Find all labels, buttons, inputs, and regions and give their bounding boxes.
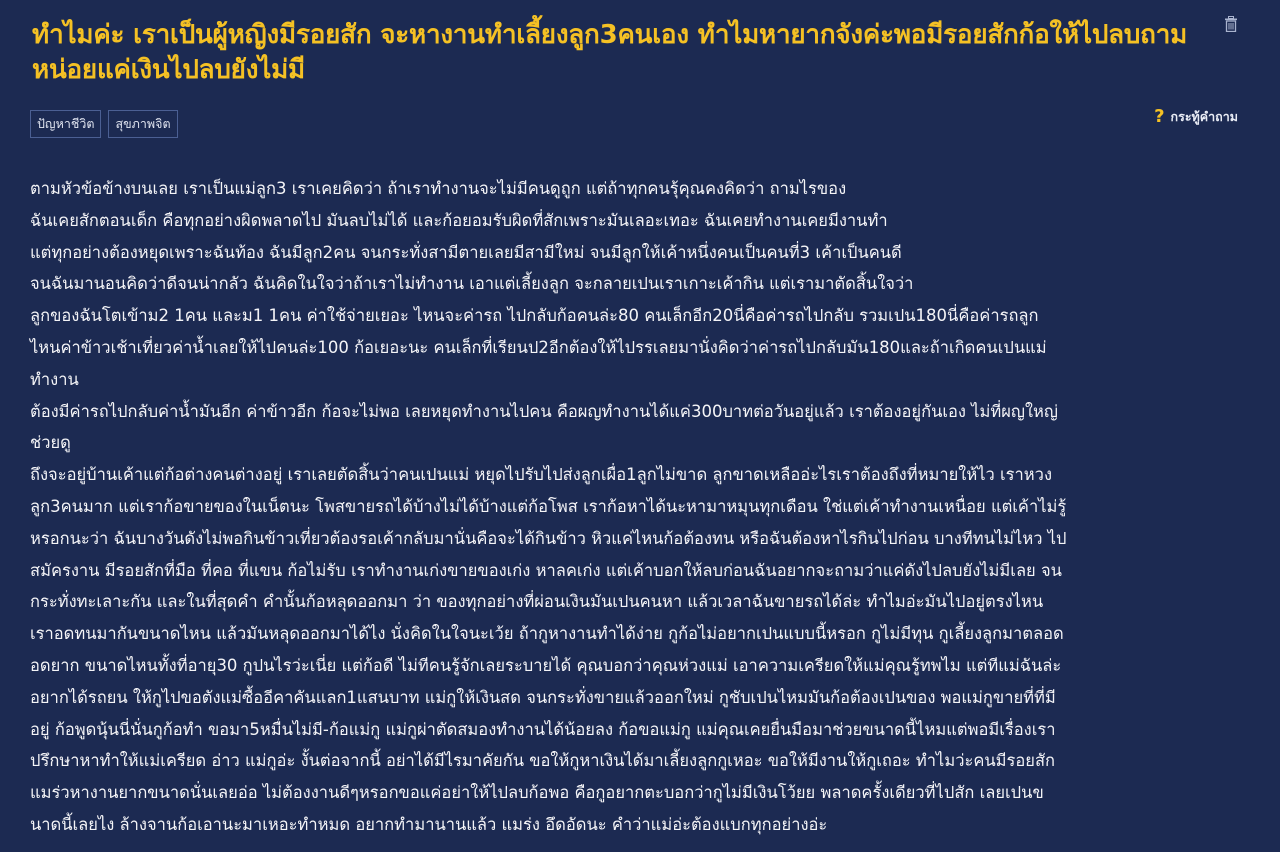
- body-line: แต่ทุกอย่างต้องหยุดเพราะฉันท้อง ฉันมีลูก2คน จนกระทั่งสามีตายเลยมีสามีใหม่ จนมีลูกให้เค้าหนึ่งคนเป็นคนที่3 เค้าเป็นคนดี: [30, 242, 902, 262]
- question-mark-icon: ?: [1154, 106, 1165, 127]
- body-line: ปรึกษาหาทำให้แม่เครียด อ่าว แม่กูอ่ะ งั้นต่อจากนี้ อย่าได้มีไรมาคัยกัน ขอให้กูหาเงินได้มาเลี้ยงลูกกูเหอะ ขอให้มีงานให้กูเถอะ ทำไมว่ะคนมีรอยสัก: [30, 751, 1056, 771]
- body-line: สมัครงาน มีรอยสักที่มือ ที่คอ ที่แขน ก้อไม่รับ เราทำงานเก่งขายของเก่ง หาลคเก่ง แต่เค้าบอกให้ลบก่อนฉันอยากจะถามว่าแค่ดังไปลบยังไม่มีเลย จน: [30, 560, 1062, 580]
- body-line: จนฉันมานอนคิดว่าดีจนน่ากลัว ฉันคิดในใจว่าถ้าเราไม่ทำงาน เอาแต่เลี้ยงลูก จะกลายเปนเราเกาะเค้ากิน แต่เรามาตัดสิ้นใจว่า: [30, 274, 914, 294]
- body-line: อดยาก ขนาดไหนทั้งที่อายุ30 กูปนไรว่ะเนี่ย แต่ก้อดี ไม่ทีคนรู้จักเลยระบายได้ คุณบอกว่าคุณห่วงแม่ เอาความเครียดให้แม่คุณรู้ทพไม แต่ทีแม่ฉันล่ะ: [30, 655, 1062, 675]
- body-line: แมร่วหางานยากขนาดนั่นเลยอ่อ ไม่ต้องงานดีๆหรอกขอแค่อย่าให้ไปลบก้อพอ คือกูอยากตะบอกว่ากูไม่มีเงินโว้ยย พลาดครั้งเดียวที่ไปสัก เลยเปนข: [30, 783, 1044, 803]
- tag-life-problems[interactable]: ปัญหาชีวิต: [30, 110, 101, 138]
- body-line: เราอดทนมากันขนาดไหน แล้วมันหลุดออกมาได้ไง นั่งคิดในใจนะเว้ย ถ้ากูหางานทำได้ง่าย กูก้อไม่อยากเปนแบบนี้หรอก กูไม่มีทุน กูเลี้ยงลูกมาตลอด: [30, 624, 1064, 644]
- body-line: ต้องมีค่ารถไปกลับค่าน้ำมันอีก ค่าข้าวอีก ก้อจะไม่พอ เลยหยุดทำงานไปคน คือผญทำงานได้แค่300บาทต่อวันอยู่แล้ว เราต้องอยู่กันเอง ไม่ที่ผญใหญ่: [30, 401, 1058, 421]
- body-line: ทำงาน: [30, 369, 79, 389]
- body-line: ถึงจะอยู่บ้านเค้าแต่ก้อต่างคนต่างอยู่ เราเลยตัดสิ้นว่าคนเปนแม่ หยุดไปรับไปส่งลูกเผื่อ1ลูกไม่ขาด ลูกขาดเหลืออ่ะไรเราต้องถึงที่หมายให้ไว เราหวง: [30, 465, 1053, 485]
- topic-title: ทำไมค่ะ เราเป็นผู้หญิงมีรอยสัก จะหางานทำเลี้ยงลูก3คนเอง ทำไมหายากจังค่ะพอมีรอยสักก้อให้ไปลบถามหน่อยแค่เงินไปลบยังไม่มี: [32, 20, 1188, 85]
- body-line: หรอกนะว่า ฉันบางวันดังไม่พอกินข้าวเที่ยวต้องรอเค้ากลับมานั่นคือจะได้กินข้าว หิวแค่ไหนก้อต้องทน หรือฉันต้องหาไรกินไปก่อน บางทีทนไม่ไหว ไป: [30, 528, 1067, 548]
- tag-list: [30, 110, 178, 138]
- body-line: ลูกของฉันโตเข้าม2 1คน และม1 1คน ค่าใช้จ่ายเยอะ ไหนจะค่ารถ ไปกลับก้อคนล่ะ80 คนเล็กอีก20นี่คือค่ารถไปกลับ รวมเปน180นี่คือค่ารถลูก: [30, 306, 1039, 326]
- body-line: ช่วยดู: [30, 433, 71, 453]
- body-line: กระทั่งทะเลาะกัน และในที่สุดคำ คำนั้นก้อหลุดออกมา ว่า ของทุกอย่างที่ผ่อนเงินมันเปนคนหา แล้วเวลาฉันขายรถได้ล่ะ ทำไมอ่ะมันไปอยู่ตรงไหน: [30, 592, 1044, 612]
- topic-body: [30, 173, 1245, 841]
- body-line: อยากได้รถยน ให้กูไปขอตังแม่ซื้ออีคาคันแลก1แสนบาท แม่กูให้เงินสด จนกระทั่งขายแล้วออกใหม่ กูชับเปนไหมมันก้อต้องเปนของ พอแม่กูขายที่ที่มี: [30, 687, 1056, 707]
- body-line: อยู่ ก้อพูดนุ้นนี่นั่นกูก้อทำ ขอมา5หมื่นไม่มี-ก้อแม่กู แม่กูผ่าตัดสมองทำงานได้น้อยลง ก้อขอแม่กู แม่คุณเคยยื่นมือมาช่วยขนาดนี้ไหมแต่พอมีเรื่องเรา: [30, 719, 1056, 739]
- body-line: นาดนี้เลยไง ล้างจานก้อเอานะมาเหอะทำหมด อยากทำมานานแล้ว แมร่ง อึดอัดนะ คำว่าแม่อ่ะต้องแบกทุกอย่างอ่ะ: [30, 814, 828, 834]
- trash-icon[interactable]: [1224, 16, 1238, 32]
- body-line: ลูก3คนมาก แต่เราก้อขายของในเน็ตนะ โพสขายรถได้บ้างไม่ได้บ้างแต่ก้อโพส เราก้อหาได้นะหามาหมุนทุกเดือน ใช่แต่เค้าทำงานเหนื่อย แต่เค้าไม่รู้: [30, 496, 1067, 516]
- topic-type: [1154, 107, 1238, 127]
- topic-type-label: กระทู้คำถาม: [1170, 109, 1238, 124]
- tag-mental-health[interactable]: สุขภาพจิต: [108, 110, 177, 138]
- body-line: ตามหัวข้อข้างบนเลย เราเป็นแม่ลูก3 เราเคยคิดว่า ถ้าเราทำงานจะไม่มีคนดูถูก แต่ถ้าทุกคนรุ้คุณคงคิดว่า ถามไรของ: [30, 179, 847, 198]
- body-line: ไหนค่าข้าวเช้าเที่ยวค่าน้ำเลยให้ไปคนล่ะ100 ก้อเยอะนะ คนเล็กที่เรียนป2อีกต้องให้ไปรรเลยมานั่งคิดว่าค่ารถไปกลับมัน180และถ้าเกิดคนเปนแม่: [30, 337, 1047, 357]
- body-line: ฉันเคยสักตอนเด็ก คือทุกอย่างผิดพลาดไป มันลบไม่ได้ และก้อยอมรับผิดที่สักเพราะมันเลอะเทอะ ฉันเคยทำงานเคยมีงานทำ: [30, 210, 888, 230]
